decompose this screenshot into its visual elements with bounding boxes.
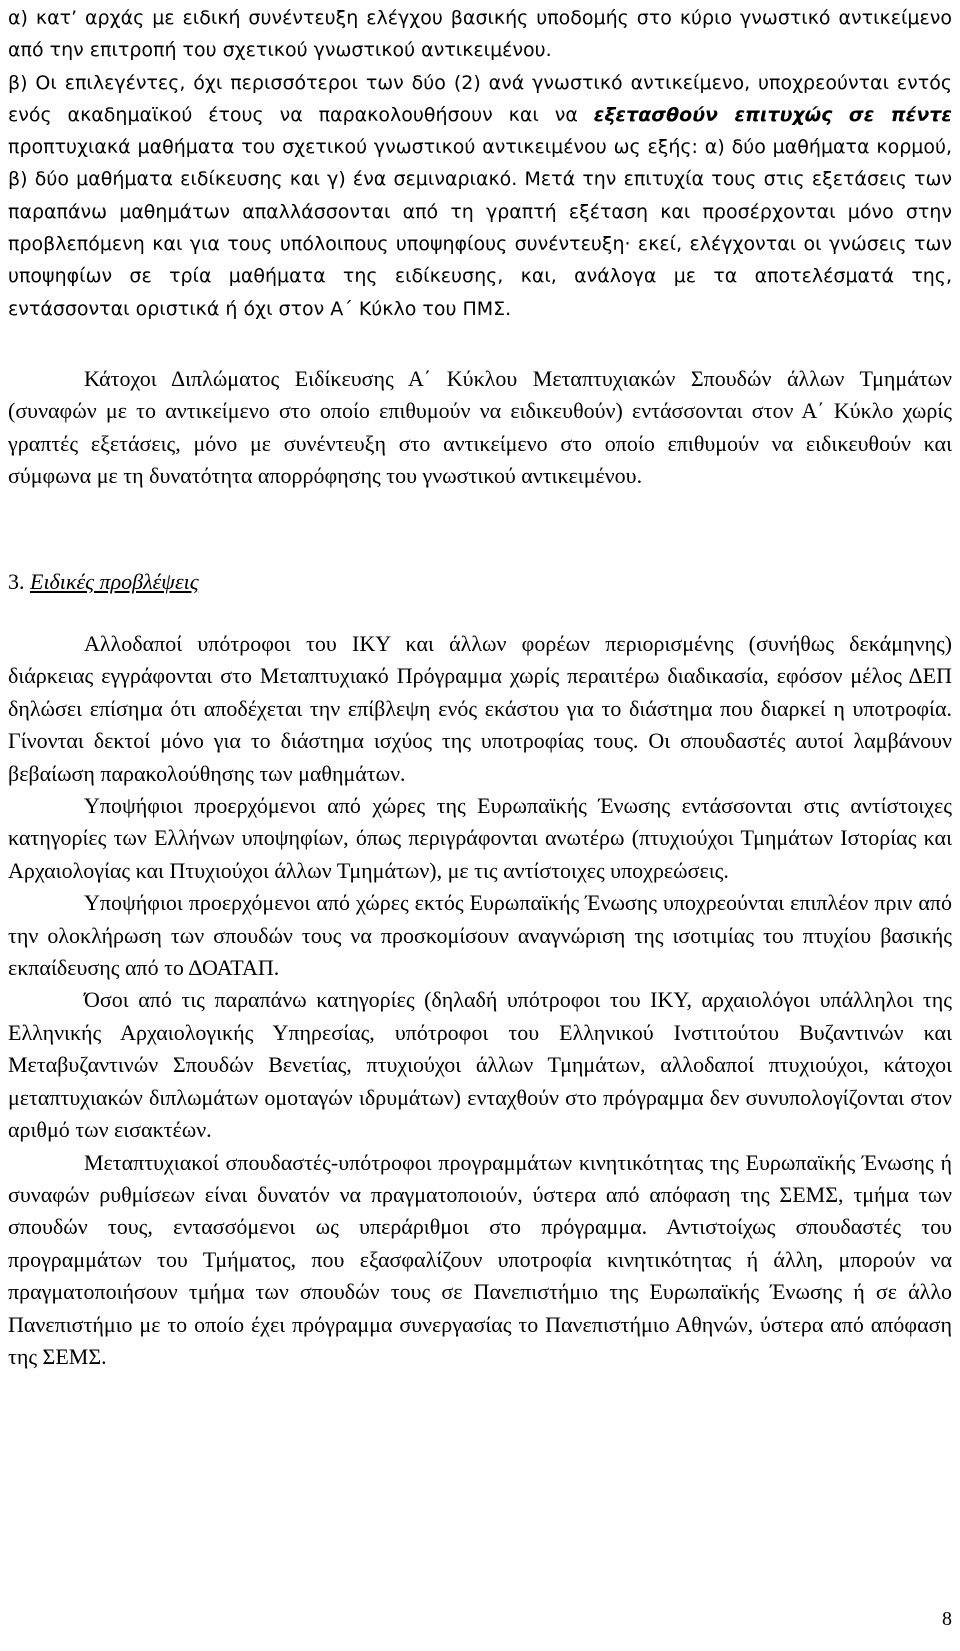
paragraph-b-bold: εξετασθούν επιτυχώς σε πέντε [593,103,952,126]
paragraph-b [8,67,952,325]
section-3-text [8,628,952,1373]
paragraph-b-start: β) Οι επιλεγέντες, όχι περισσότεροι των δύο (2) ανά γνωστικό αντικείμενο, υποχρεούνται εντός ενός ακαδημαϊκού έτους να παρακολουθήσουν και να [8,71,952,126]
paragraph-a: α) κατ’ αρχάς με ειδική συνέντευξη ελέγχου βασικής υποδομής στο κύριο γνωστικό αντικείμενο από την επιτροπή του σχετικού γνωστικού αντικειμένου. [8,7,952,62]
paragraph-mobility: Μεταπτυχιακοί σπουδαστές-υπότροφοι προγραμμάτων κινητικότητας της Ευρωπαϊκής Ένωσης ή συναφών ρυθμίσεων είναι δυνατόν να πραγματοποιούν, ύστερα από απόφαση της ΣΕΜΣ, τμήμα των σπουδών τους, εντασσόμενοι ως υπεράριθμοι στο πρόγραμμα. Αντιστοίχως σπουδαστές του προγραμμάτων του Τμήματος, που εξασφαλίζουν υποτροφία κινητικότητας ή άλλη, μπορούν να πραγματοποιήσουν τμήμα των σπουδών τους σε Πανεπιστήμιο της Ευρωπαϊκής Ένωσης ή σε άλλο Πανεπιστήμιο με το οποίο έχει πρόγραμμα συνεργασίας το Πανεπιστήμιο Αθηνών, ύστερα από απόφαση της ΣΕΜΣ. [8,1149,952,1369]
paragraph-non-eu-candidates: Υποψήφιοι προερχόμενοι από χώρες εκτός Ευρωπαϊκής Ένωσης υποχρεούνται επιπλέον πριν από την ολοκλήρωση των σπουδών τους να προσκομίσουν αναγνώριση της ισοτιμίας του πτυχίου βασικής εκπαίδευσης από το ΔΟΑΤΑΠ. [8,890,952,981]
paragraph-supernumerary: Όσοι από τις παραπάνω κατηγορίες (δηλαδή υπότροφοι του ΙΚΥ, αρχαιολόγοι υπάλληλοι της Ελληνικής Αρχαιολογικής Υπηρεσίας, υπότροφοι του Ελληνικού Ινστιτούτου Βυζαντινών και Μεταβυζαντινών Σπουδών Βενετίας, πτυχιούχοι άλλων Τμημάτων, αλλοδαποί πτυχιούχοι, κάτοχοι μεταπτυχιακών διπλωμάτων ομοταγών ιδρυμάτων) ενταχθούν στο πρόγραμμα δεν συνυπολογίζονται στον αριθμό των εισακτέων. [8,987,952,1143]
section-2-text [8,363,952,493]
page-number: 8 [942,1608,952,1630]
paragraph-diploma-holders: Κάτοχοι Διπλώματος Ειδίκευσης Α΄ Κύκλου Μεταπτυχιακών Σπουδών άλλων Τμημάτων (συναφών με το αντικείμενο στο οποίο επιθυμούν να ειδικευθούν) εντάσσονται στον Α΄ Κύκλο χωρίς γραπτές εξετάσεις, μόνο με συνέντευξη στο αντικείμενο στο οποίο επιθυμούν να ειδικευθούν και σύμφωνα με τη δυνατότητα απορρόφησης του γνωστικού αντικειμένου. [8,366,952,489]
section-1-text [8,2,952,325]
section-3-heading [8,566,952,598]
section-3-number: 3. [8,569,30,594]
paragraph-eu-candidates: Υποψήφιοι προερχόμενοι από χώρες της Ευρωπαϊκής Ένωσης εντάσσονται στις αντίστοιχες κατηγορίες των Ελλήνων υποψηφίων, όπως περιγράφονται ανωτέρω (πτυχιούχοι Τμημάτων Ιστορίας και Αρχαιολογίας και Πτυχιούχοι άλλων Τμημάτων), με τις αντίστοιχες υποχρεώσεις. [8,793,952,883]
section-3-title: Ειδικές προβλέψεις [30,569,199,594]
paragraph-b-end: προπτυχιακά μαθήματα του σχετικού γνωστικού αντικειμένου ως εξής: α) δύο μαθήματα κορμού, β) δύο μαθήματα ειδίκευσης και γ) ένα σεμιναριακό. Μετά την επιτυχία τους στις εξετάσεις των παραπάνω μαθημάτων απαλλάσσονται από τη γραπτή εξέταση και προσέρχονται μόνο στην προβλεπόμενη και για τους υπόλοιπους υποψηφίους συνέντευξη· εκεί, ελέγχονται οι γνώσεις των υποψηφίων σε τρία μαθήματα της ειδίκευσης, και, ανάλογα με τα αποτελέσματά της, εντάσσονται οριστικά ή όχι στον Α΄ Κύκλο του ΠΜΣ. [8,136,952,320]
paragraph-foreign-scholars: Αλλοδαποί υπότροφοι του ΙΚΥ και άλλων φορέων περιορισμένης (συνήθως δεκάμηνης) διάρκειας εγγράφονται στο Μεταπτυχιακό Πρόγραμμα χωρίς περαιτέρω διαδικασία, εφόσον μέλος ΔΕΠ δηλώσει επίσημα ότι αποδέχεται την επίβλεψη ενός εκάστου για το διάστημα που διαρκεί η υποτροφία. Γίνονται δεκτοί μόνο για το διάστημα ισχύος της υποτροφίας τους. Οι σπουδαστές αυτοί λαμβάνουν βεβαίωση παρακολούθησης των μαθημάτων. [8,631,952,786]
